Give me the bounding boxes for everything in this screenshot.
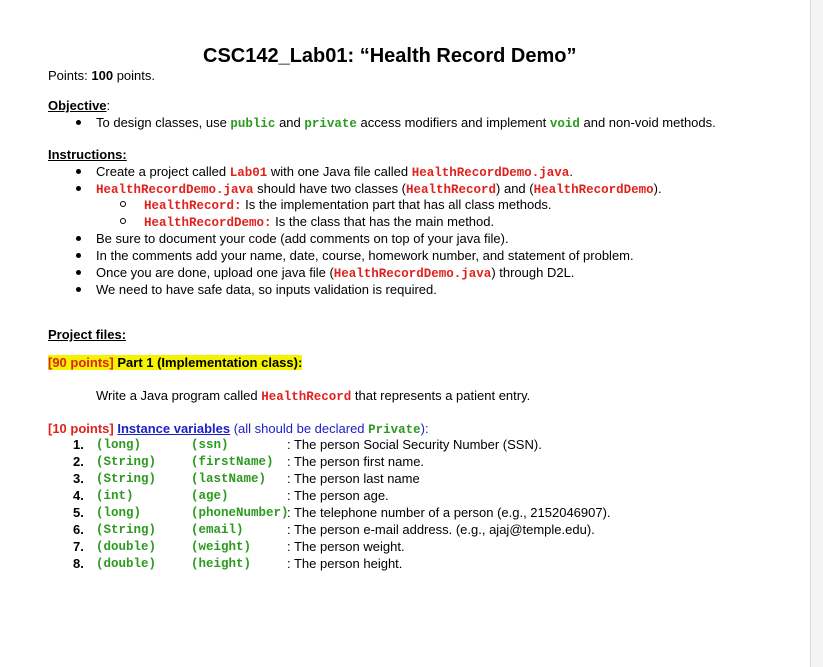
objective-heading: Objective: xyxy=(48,98,111,113)
variable-type: (long) xyxy=(96,506,142,520)
bullet xyxy=(76,169,81,174)
bullet xyxy=(76,120,81,125)
sub-bullet xyxy=(120,201,126,207)
points-line xyxy=(48,68,155,84)
variable-description: : The person last name xyxy=(287,471,420,486)
points-label: Points: xyxy=(48,68,88,83)
instruction-item: Once you are done, upload one java file (HealthRecordDemo.java) through D2L. xyxy=(96,265,575,281)
part1-label: Part 1 (Implementation class): xyxy=(117,355,303,370)
variable-name: (age) xyxy=(191,489,229,503)
variable-type: (String) xyxy=(96,455,157,469)
variable-description: : The person first name. xyxy=(287,454,425,469)
variable-number: 3. xyxy=(73,471,84,486)
variable-number: 4. xyxy=(73,488,84,503)
points-value: 100 xyxy=(91,68,114,83)
variable-description: : The person e-mail address. (e.g., ajaj@temple.edu). xyxy=(287,522,595,537)
instructions-heading: Instructions: xyxy=(48,147,127,162)
instruction-subitem: HealthRecordDemo: Is the class that has the main method. xyxy=(144,214,495,230)
bullet xyxy=(76,253,81,258)
sub-bullet xyxy=(120,218,126,224)
variable-name: (ssn) xyxy=(191,438,229,452)
bullet xyxy=(76,186,81,191)
variable-name: (lastName) xyxy=(191,472,267,486)
instruction-item: We need to have safe data, so inputs validation is required. xyxy=(96,282,437,297)
bullet xyxy=(76,236,81,241)
variable-description: : The person Social Security Number (SSN). xyxy=(287,437,542,452)
variable-number: 1. xyxy=(73,437,84,452)
variable-number: 2. xyxy=(73,454,84,469)
variable-type: (String) xyxy=(96,472,157,486)
instruction-item: HealthRecordDemo.java should have two classes (HealthRecord) and (HealthRecordDemo). xyxy=(96,181,662,197)
bullet xyxy=(76,270,81,275)
variable-description: : The person weight. xyxy=(287,539,405,554)
variable-name: (phoneNumber) xyxy=(191,506,289,520)
variable-number: 6. xyxy=(73,522,84,537)
part1-description: Write a Java program called HealthRecord that represents a patient entry. xyxy=(96,388,531,404)
variable-number: 5. xyxy=(73,505,84,520)
objective-text: To design classes, use public and private access modifiers and implement void and non-void methods. xyxy=(96,115,716,131)
instruction-item: Be sure to document your code (add comments on top of your java file). xyxy=(96,231,509,246)
variable-type: (long) xyxy=(96,438,142,452)
bullet xyxy=(76,287,81,292)
variable-name: (email) xyxy=(191,523,244,537)
variable-name: (height) xyxy=(191,557,252,571)
points-suffix: points. xyxy=(116,68,156,83)
variable-description: : The telephone number of a person (e.g., 2152046907). xyxy=(287,505,611,520)
variable-description: : The person age. xyxy=(287,488,389,503)
page-title: CSC142_Lab01: “Health Record Demo” xyxy=(203,45,577,67)
instruction-item: In the comments add your name, date, course, homework number, and statement of problem. xyxy=(96,248,634,263)
variable-type: (String) xyxy=(96,523,157,537)
part1-heading xyxy=(48,355,302,371)
variable-type: (int) xyxy=(96,489,134,503)
part1-points: [90 points] xyxy=(48,355,114,370)
variable-description: : The person height. xyxy=(287,556,403,571)
variable-type: (double) xyxy=(96,540,157,554)
variable-number: 7. xyxy=(73,539,84,554)
instance-variables-heading: [10 points] Instance variables (all should be declared Private): xyxy=(48,421,429,437)
project-files-heading: Project files: xyxy=(48,327,127,342)
variable-name: (firstName) xyxy=(191,455,274,469)
instruction-item: Create a project called Lab01 with one Java file called HealthRecordDemo.java. xyxy=(96,164,573,180)
variable-type: (double) xyxy=(96,557,157,571)
variable-number: 8. xyxy=(73,556,84,571)
viewer-gutter xyxy=(811,0,823,667)
variable-name: (weight) xyxy=(191,540,252,554)
instruction-subitem: HealthRecord: Is the implementation part that has all class methods. xyxy=(144,197,552,213)
instance-variables-link[interactable]: Instance variables xyxy=(117,421,231,436)
